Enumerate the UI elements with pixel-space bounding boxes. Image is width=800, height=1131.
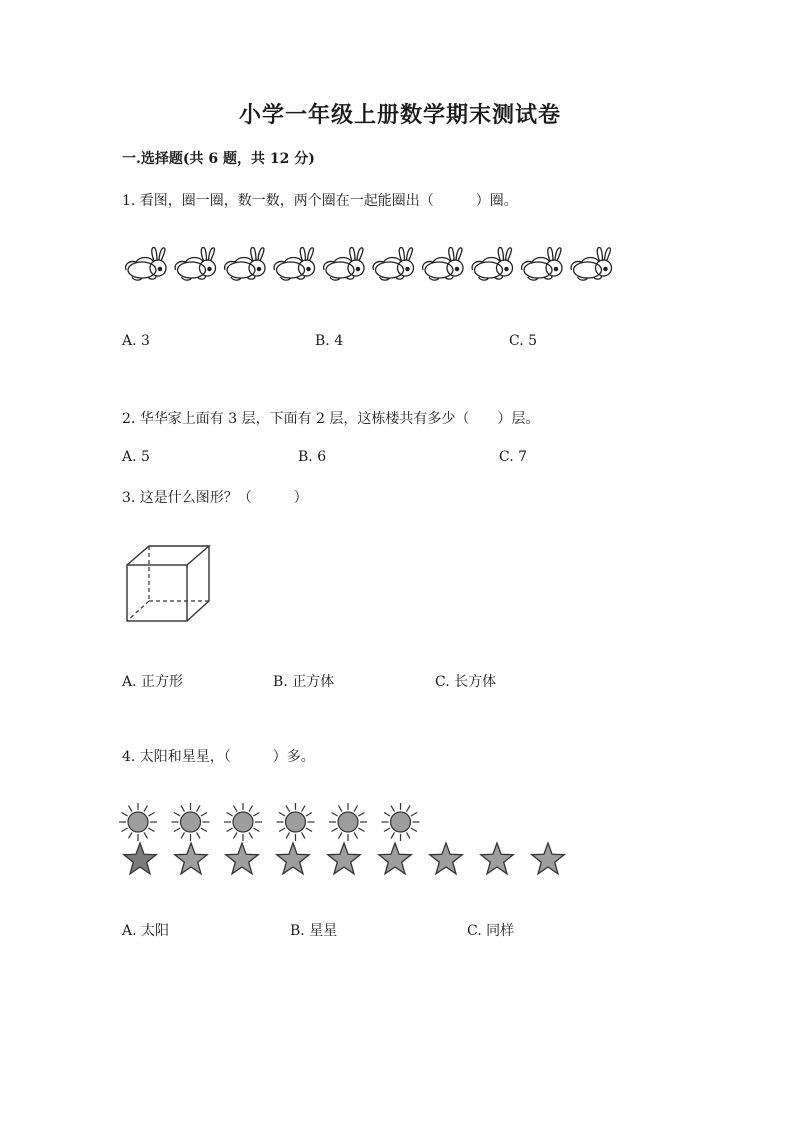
question-2-stem: 2. 华华家上面有 3 层，下面有 2 层，这栋楼共有多少（ ）层。 bbox=[122, 411, 540, 427]
star-icon bbox=[532, 843, 564, 874]
question-3-option-b[interactable]: B. 正方体 bbox=[273, 674, 335, 690]
rabbit-icon bbox=[274, 248, 314, 281]
question-4-stem: 4. 太阳和星星，（ ）多。 bbox=[122, 749, 315, 765]
star-icon bbox=[379, 843, 411, 874]
question-1-option-a[interactable]: A. 3 bbox=[122, 333, 150, 349]
suns-row-figure bbox=[120, 800, 420, 844]
star-icon bbox=[430, 843, 462, 874]
rabbit-icon bbox=[324, 248, 364, 281]
rabbit-icon bbox=[175, 248, 215, 281]
question-3-option-a[interactable]: A. 正方形 bbox=[122, 674, 184, 690]
star-icon bbox=[328, 843, 360, 874]
rabbit-row-figure bbox=[120, 240, 630, 290]
rabbit-icon bbox=[522, 248, 562, 281]
sun-icon bbox=[382, 803, 420, 841]
rabbit-icon bbox=[472, 248, 512, 281]
question-1-option-b[interactable]: B. 4 bbox=[315, 333, 344, 349]
star-icon bbox=[277, 843, 309, 874]
sun-icon bbox=[277, 803, 315, 841]
question-4-option-a[interactable]: A. 太阳 bbox=[122, 923, 170, 939]
sun-icon bbox=[329, 803, 367, 841]
cube-top-face bbox=[127, 546, 209, 565]
cube-right-face bbox=[187, 546, 209, 621]
question-4-option-c[interactable]: C. 同样 bbox=[467, 923, 515, 939]
sun-icon bbox=[119, 803, 157, 841]
sun-icon bbox=[224, 803, 262, 841]
cube-figure bbox=[124, 543, 214, 623]
question-4-option-b[interactable]: B. 星星 bbox=[290, 923, 338, 939]
question-2-option-b[interactable]: B. 6 bbox=[298, 449, 327, 465]
question-3-option-c[interactable]: C. 长方体 bbox=[435, 674, 497, 690]
question-1-option-c[interactable]: C. 5 bbox=[509, 333, 538, 349]
question-1-stem: 1. 看图，圈一圈，数一数，两个圈在一起能圈出（ ）圈。 bbox=[122, 193, 518, 209]
rabbit-icon bbox=[126, 248, 166, 281]
question-3-stem: 3. 这是什么图形？（ ） bbox=[122, 490, 308, 506]
star-icon bbox=[124, 843, 156, 874]
sun-icon bbox=[172, 803, 210, 841]
stars-row-figure bbox=[120, 840, 580, 880]
rabbit-icon bbox=[373, 248, 413, 281]
star-icon bbox=[481, 843, 513, 874]
star-icon bbox=[175, 843, 207, 874]
rabbit-icon bbox=[571, 248, 611, 281]
question-2-option-a[interactable]: A. 5 bbox=[122, 449, 150, 465]
page-title: 小学一年级上册数学期末测试卷 bbox=[238, 102, 561, 128]
rabbit-icon bbox=[423, 248, 463, 281]
question-2-option-c[interactable]: C. 7 bbox=[499, 449, 528, 465]
section-heading: 一.选择题(共 6 题，共 12 分) bbox=[122, 151, 315, 167]
rabbit-icon bbox=[225, 248, 265, 281]
star-icon bbox=[226, 843, 258, 874]
